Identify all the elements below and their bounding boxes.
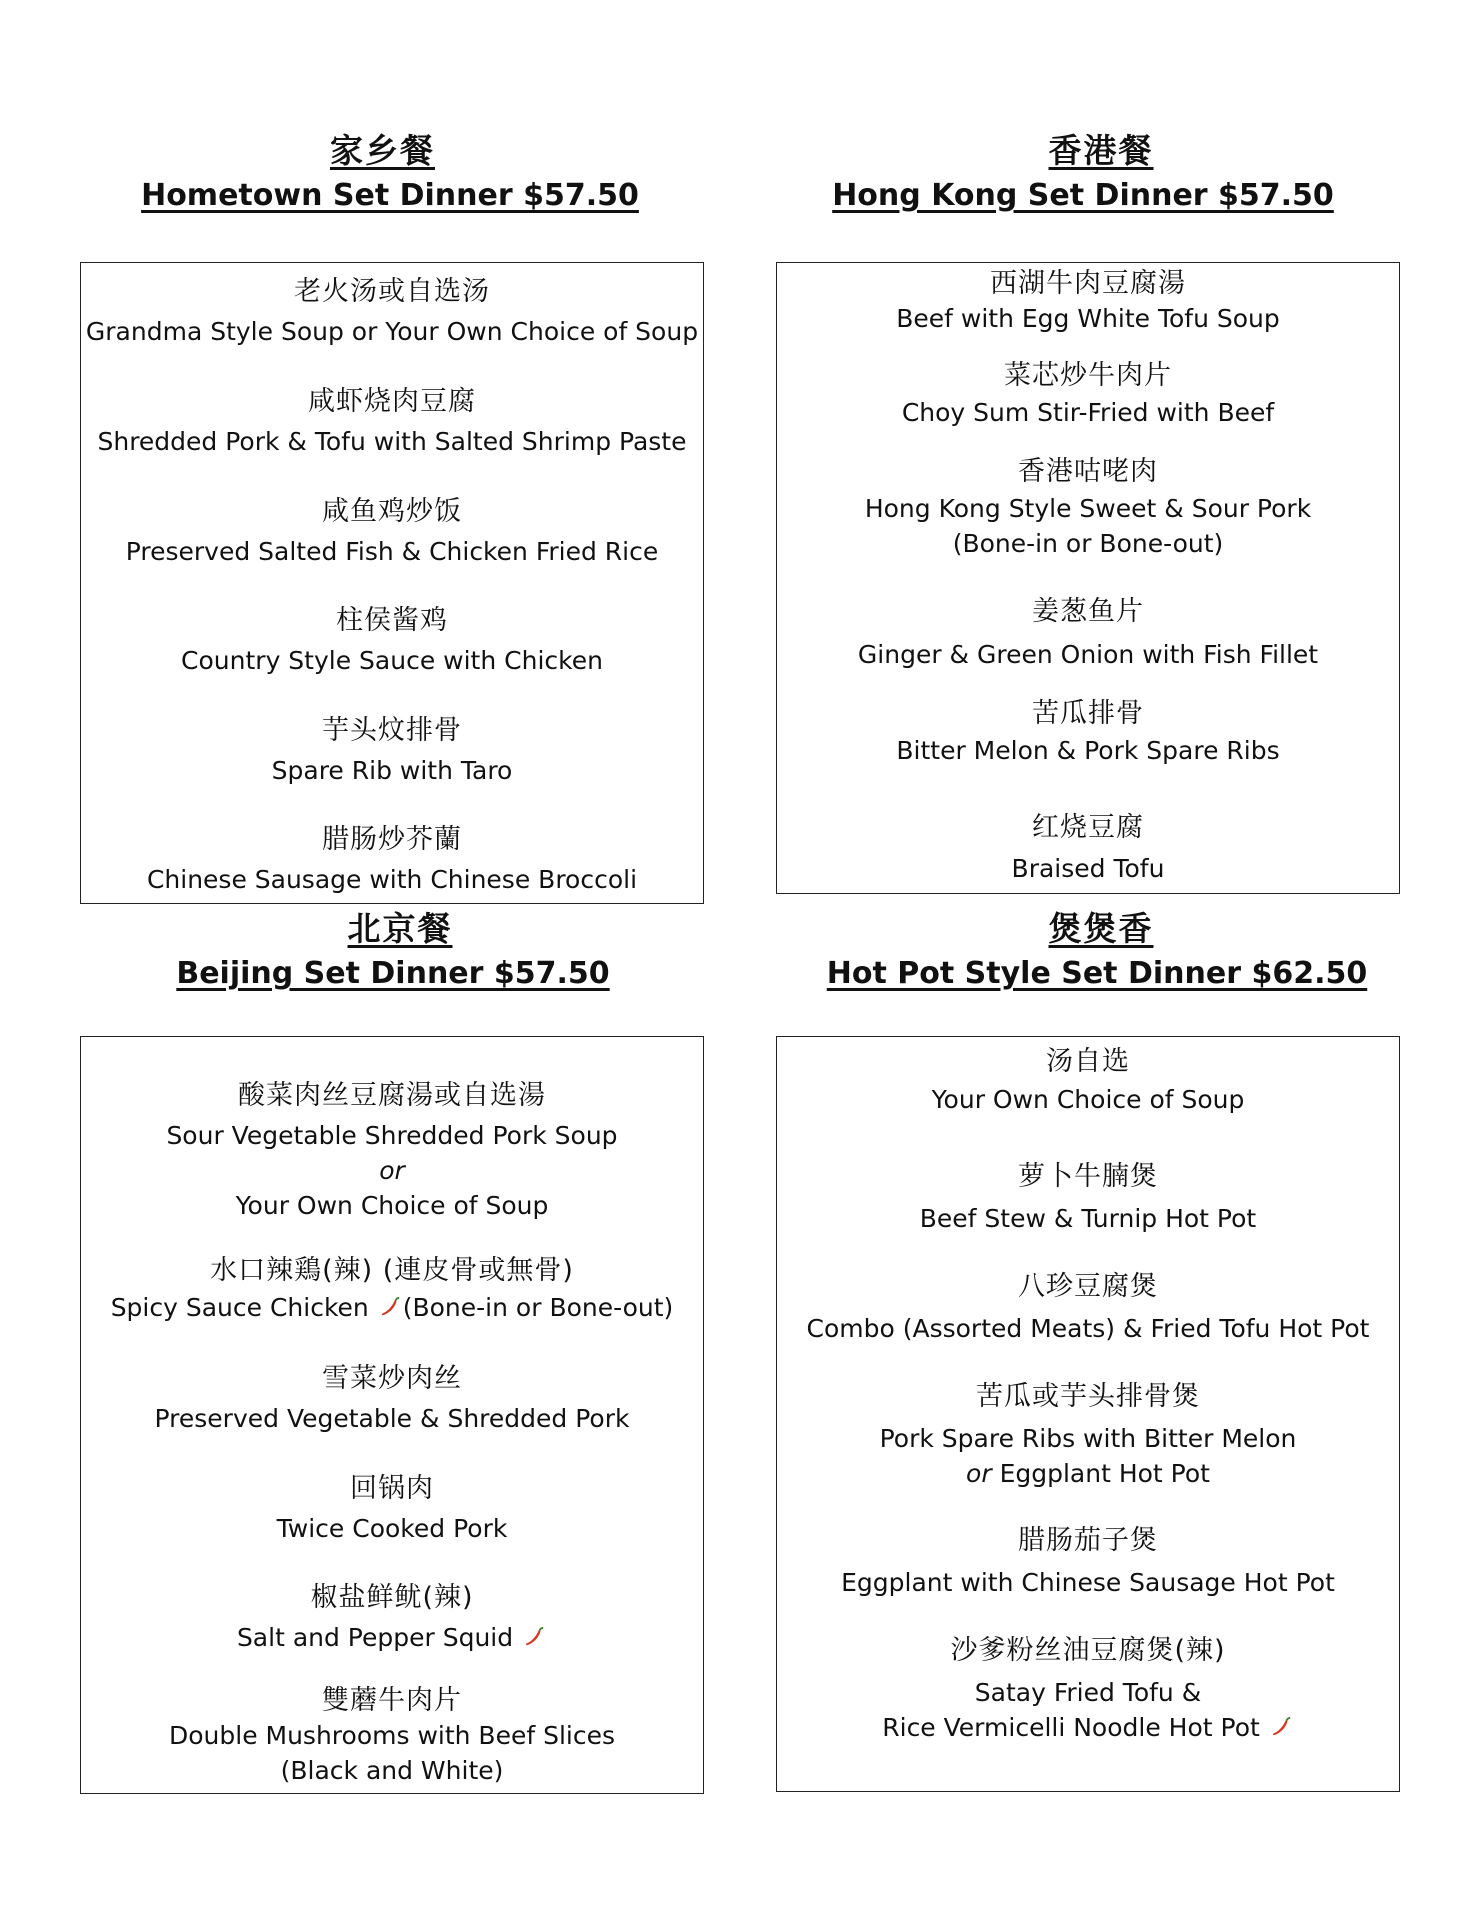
- dish-name-cn: 水口辣鶏(辣) (連皮骨或無骨): [210, 1255, 574, 1286]
- dish-name-en: Double Mushrooms with Beef Slices: [168, 1721, 616, 1750]
- menu-item: [777, 594, 1399, 672]
- dish-name-en-note: (Black and White): [280, 1756, 504, 1785]
- dish-name-en-or: [81, 1153, 703, 1188]
- menu-box-hong-kong: [776, 262, 1400, 894]
- section-title-en: Hometown Set Dinner $57.50: [141, 178, 639, 213]
- section-heading-beijing: [80, 906, 804, 994]
- menu-item: [81, 822, 703, 897]
- dish-name-en: Preserved Vegetable & Shredded Pork: [154, 1404, 630, 1433]
- dish-name-en: Hong Kong Style Sweet & Sour Pork: [864, 494, 1312, 523]
- section-heading-hometown: [80, 128, 700, 216]
- menu-item: [81, 494, 703, 569]
- dish-name-cn: 咸鱼鸡炒饭: [322, 496, 462, 527]
- dish-name-en: Chinese Sausage with Chinese Broccoli: [146, 865, 638, 894]
- menu-item: [777, 1523, 1399, 1600]
- dish-name-en: Bitter Melon & Pork Spare Ribs: [896, 736, 1280, 765]
- menu-item: [81, 603, 703, 678]
- menu-item: [81, 1580, 703, 1655]
- dish-name-en-note: (Bone-in or Bone-out): [952, 529, 1224, 558]
- dish-name-en: Spare Rib with Taro: [271, 756, 513, 785]
- dish-name-en: Preserved Salted Fish & Chicken Fried Rice: [125, 537, 659, 566]
- section-title-cn: 家乡餐: [330, 131, 435, 170]
- dish-name-cn: 沙爹粉丝油豆腐煲(辣): [950, 1635, 1226, 1666]
- dish-name-en-cont: [777, 1710, 1399, 1745]
- dish-name-cn: 红烧豆腐: [1032, 812, 1144, 843]
- dish-name-cn: 芋头炆排骨: [322, 715, 462, 746]
- dish-name-en-alt: [777, 1456, 1399, 1491]
- menu-item: [81, 1471, 703, 1546]
- dish-name-cn: 回锅肉: [350, 1473, 434, 1504]
- dish-name-en: Braised Tofu: [1011, 854, 1165, 883]
- menu-box-hot-pot: [776, 1036, 1400, 1792]
- menu-item: [777, 810, 1399, 886]
- dish-name-cn: 八珍豆腐煲: [1018, 1271, 1158, 1302]
- menu-item: [81, 1361, 703, 1436]
- dish-name-cn: 雙蘑牛肉片: [322, 1685, 462, 1716]
- menu-item: [777, 1269, 1399, 1346]
- or-connector: or: [379, 1156, 405, 1185]
- menu-item: [81, 713, 703, 788]
- dish-name-cn: 雪菜炒肉丝: [322, 1363, 462, 1394]
- section-title-cn: 香港餐: [1048, 131, 1154, 170]
- chili-pepper-icon: [523, 1626, 545, 1648]
- section-title-cn: 北京餐: [347, 909, 453, 948]
- dish-name-en: Sour Vegetable Shredded Pork Soup: [166, 1121, 618, 1150]
- dish-name-cn: 萝卜牛腩煲: [1018, 1161, 1158, 1192]
- menu-item: [81, 1683, 703, 1788]
- menu-item: [777, 696, 1399, 768]
- menu-item: [777, 1379, 1399, 1491]
- section-title-en: Hot Pot Style Set Dinner $62.50: [826, 956, 1368, 991]
- dish-name-en: Grandma Style Soup or Your Own Choice of Soup: [85, 317, 699, 346]
- dish-name-en: [81, 1290, 703, 1325]
- menu-item: [81, 1078, 703, 1223]
- section-title-cn: 煲煲香: [1048, 909, 1154, 948]
- dish-name-cn: 柱侯酱鸡: [336, 605, 448, 636]
- dish-name-cn: 菜芯炒牛肉片: [1004, 360, 1172, 391]
- dish-name-en: Ginger & Green Onion with Fish Fillet: [857, 640, 1319, 669]
- dish-name-en: Twice Cooked Pork: [276, 1514, 508, 1543]
- dish-name-en: Beef with Egg White Tofu Soup: [896, 304, 1280, 333]
- dish-name-en: Eggplant with Chinese Sausage Hot Pot: [841, 1568, 1335, 1597]
- section-heading-hong-kong: [776, 128, 1408, 216]
- dish-name-cn: 老火汤或自选汤: [294, 276, 490, 307]
- dish-name-en: [81, 1620, 703, 1655]
- dish-name-en: Country Style Sauce with Chicken: [181, 646, 603, 675]
- menu-item: [777, 454, 1399, 561]
- dish-name-cn: 苦瓜排骨: [1032, 698, 1144, 729]
- dish-name-en-main: Spicy Sauce Chicken: [110, 1293, 369, 1322]
- menu-item: [81, 1253, 703, 1325]
- dish-name-cn: 腊肠茄子煲: [1018, 1525, 1158, 1556]
- dish-name-cn: 椒盐鲜鱿(辣): [310, 1582, 474, 1613]
- dish-name-cn: 酸菜肉丝豆腐湯或自选湯: [238, 1080, 546, 1111]
- dish-name-en: Shredded Pork & Tofu with Salted Shrimp Paste: [97, 427, 687, 456]
- dish-name-en: Combo (Assorted Meats) & Fried Tofu Hot Pot: [806, 1314, 1370, 1343]
- section-title-en: Beijing Set Dinner $57.50: [176, 956, 610, 991]
- dish-name-en-note: (Bone-in or Bone-out): [402, 1293, 674, 1322]
- dish-name-cn: 腊肠炒芥蘭: [322, 824, 462, 855]
- dish-name-en-cont-text: Rice Vermicelli Noodle Hot Pot: [882, 1713, 1260, 1742]
- dish-name-en-alt: Your Own Choice of Soup: [235, 1191, 549, 1220]
- dish-name-en: Pork Spare Ribs with Bitter Melon: [879, 1424, 1297, 1453]
- dish-name-cn: 汤自选: [1046, 1046, 1130, 1077]
- dish-name-cn: 香港咕咾肉: [1018, 456, 1158, 487]
- menu-item: [777, 1159, 1399, 1236]
- chili-pepper-icon: [1270, 1716, 1292, 1738]
- section-heading-hot-pot: [776, 906, 1408, 994]
- dish-name-en: Beef Stew & Turnip Hot Pot: [919, 1204, 1257, 1233]
- dish-name-en-alt-text: Eggplant Hot Pot: [999, 1459, 1210, 1488]
- dish-name-cn: 咸虾烧肉豆腐: [308, 386, 476, 417]
- menu-item: [81, 274, 703, 349]
- chili-pepper-icon: [379, 1296, 401, 1318]
- dish-name-cn: 姜葱鱼片: [1032, 596, 1144, 627]
- menu-item: [777, 1044, 1399, 1117]
- dish-name-en: Choy Sum Stir-Fried with Beef: [901, 398, 1275, 427]
- section-title-en: Hong Kong Set Dinner $57.50: [832, 178, 1334, 213]
- dish-name-cn: 苦瓜或芋头排骨煲: [976, 1381, 1200, 1412]
- or-connector: or: [966, 1459, 992, 1488]
- dish-name-en-main: Salt and Pepper Squid: [236, 1623, 514, 1652]
- menu-box-beijing: [80, 1036, 704, 1794]
- dish-name-cn: 西湖牛肉豆腐湯: [990, 268, 1186, 299]
- dish-name-en: Satay Fried Tofu &: [974, 1678, 1202, 1707]
- menu-box-hometown: [80, 262, 704, 904]
- menu-item: [777, 266, 1399, 336]
- menu-item: [777, 358, 1399, 430]
- menu-item: [777, 1633, 1399, 1745]
- menu-item: [81, 384, 703, 459]
- dish-name-en: Your Own Choice of Soup: [931, 1085, 1245, 1114]
